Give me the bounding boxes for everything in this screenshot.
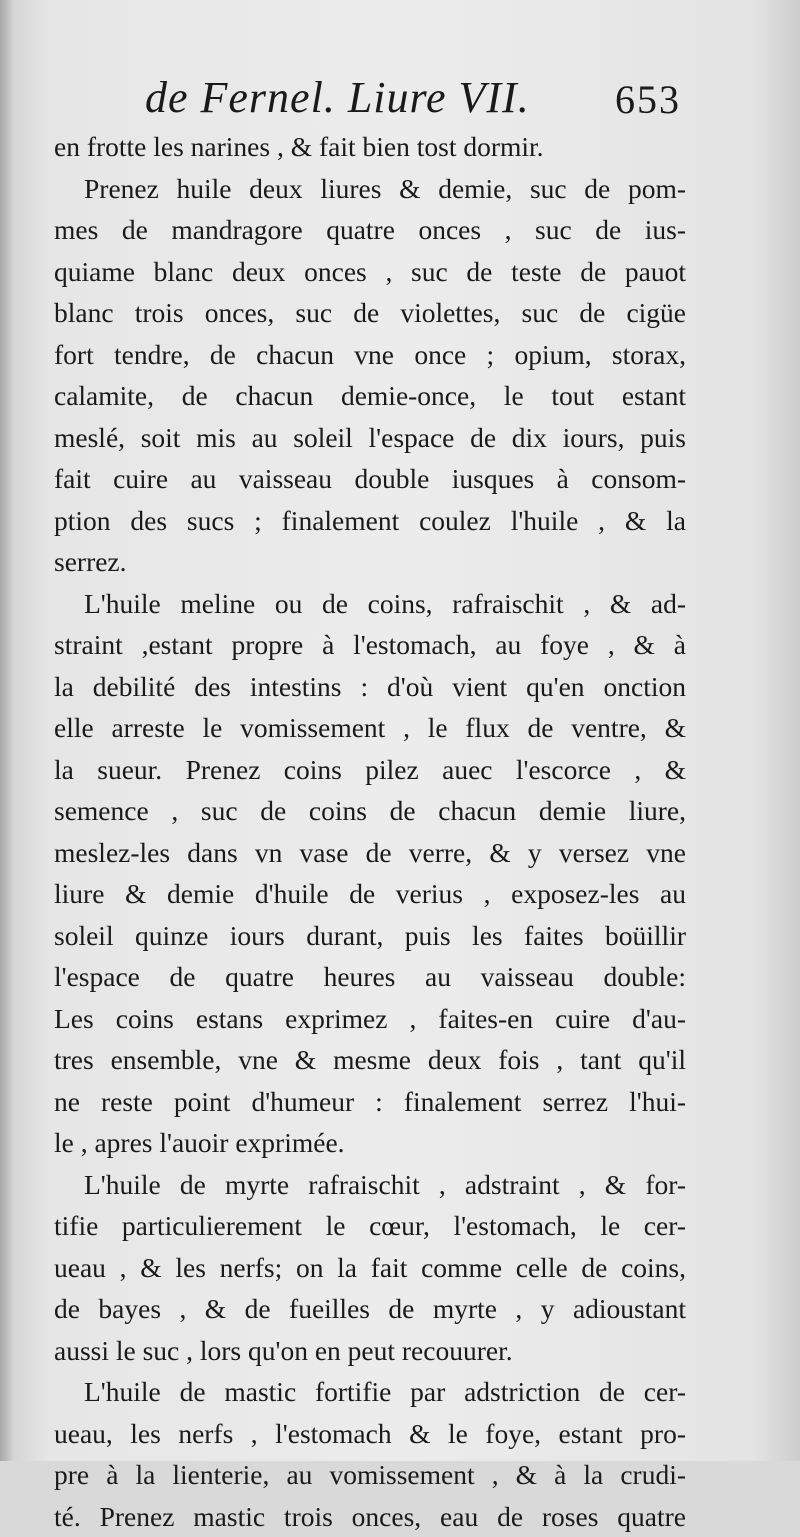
text-line: meslé, soit mis au soleil l'espace de dix iours, puis [54, 417, 686, 459]
text-line: le , apres l'auoir exprimée. [54, 1122, 686, 1164]
text-line: la sueur. Prenez coins pilez auec l'escorce , & [54, 749, 686, 791]
text-line: soleil quinze iours durant, puis les faites boüillir [54, 915, 686, 957]
text-line: serrez. [54, 541, 686, 583]
text-line: blanc trois onces, suc de violettes, suc de cigüe [54, 292, 686, 334]
text-line: semence , suc de coins de chacun demie liure, [54, 790, 686, 832]
text-line: la debilité des intestins : d'où vient qu'en onction [54, 666, 686, 708]
text-line: calamite, de chacun demie-once, le tout estant [54, 375, 686, 417]
text-line: quiame blanc deux onces , suc de teste de pauot [54, 251, 686, 293]
text-line: de bayes , & de fueilles de myrte , y adioustant [54, 1288, 686, 1330]
running-title: de Fernel. Liure VII. [145, 72, 530, 123]
text-line: ne reste point d'humeur : finalement serrez l'hui- [54, 1081, 686, 1123]
body-text [54, 126, 686, 1537]
text-line: l'espace de quatre heures au vaisseau double: [54, 956, 686, 998]
page-edge-shadow [0, 0, 14, 1461]
text-line: en frotte les narines , & fait bien tost dormir. [54, 126, 686, 168]
running-head [0, 70, 800, 130]
text-line: ption des sucs ; finalement coulez l'huile , & la [54, 500, 686, 542]
text-line: liure & demie d'huile de verius , exposez-les au [54, 873, 686, 915]
paragraph-mastic-oil [54, 1371, 686, 1537]
text-line: elle arreste le vomissement , le flux de ventre, & [54, 707, 686, 749]
text-line: ueau , & les nerfs; on la fait comme celle de coins, [54, 1247, 686, 1289]
text-line: tres ensemble, vne & mesme deux fois , tant qu'il [54, 1039, 686, 1081]
paragraph-continuation [54, 126, 686, 168]
paragraph-myrtle-oil [54, 1164, 686, 1372]
text-line: L'huile de myrte rafraischit , adstraint , & for- [54, 1164, 686, 1206]
text-line: aussi le suc , lors qu'on en peut recouurer. [54, 1330, 686, 1372]
text-line: ueau, les nerfs , l'estomach & le foye, estant pro- [54, 1413, 686, 1455]
text-line: pre à la lienterie, au vomissement , & à la crudi- [54, 1454, 686, 1496]
text-line: straint ,estant propre à l'estomach, au foye , & à [54, 624, 686, 666]
text-line: mes de mandragore quatre onces , suc de ius- [54, 209, 686, 251]
text-line: fait cuire au vaisseau double iusques à consom- [54, 458, 686, 500]
paragraph-poppy-oil [54, 168, 686, 583]
text-line: L'huile meline ou de coins, rafraischit , & ad- [54, 583, 686, 625]
paragraph-quince-oil [54, 583, 686, 1164]
text-line: tifie particulierement le cœur, l'estomach, le cer- [54, 1205, 686, 1247]
text-line: L'huile de mastic fortifie par adstriction de cer- [54, 1371, 686, 1413]
text-line: Les coins estans exprimez , faites-en cuire d'au- [54, 998, 686, 1040]
text-line: Prenez huile deux liures & demie, suc de pom- [54, 168, 686, 210]
text-line: meslez-les dans vn vase de verre, & y versez vne [54, 832, 686, 874]
page-number: 653 [615, 76, 681, 123]
text-line: té. Prenez mastic trois onces, eau de roses quatre [54, 1496, 686, 1537]
text-line: fort tendre, de chacun vne once ; opium, storax, [54, 334, 686, 376]
